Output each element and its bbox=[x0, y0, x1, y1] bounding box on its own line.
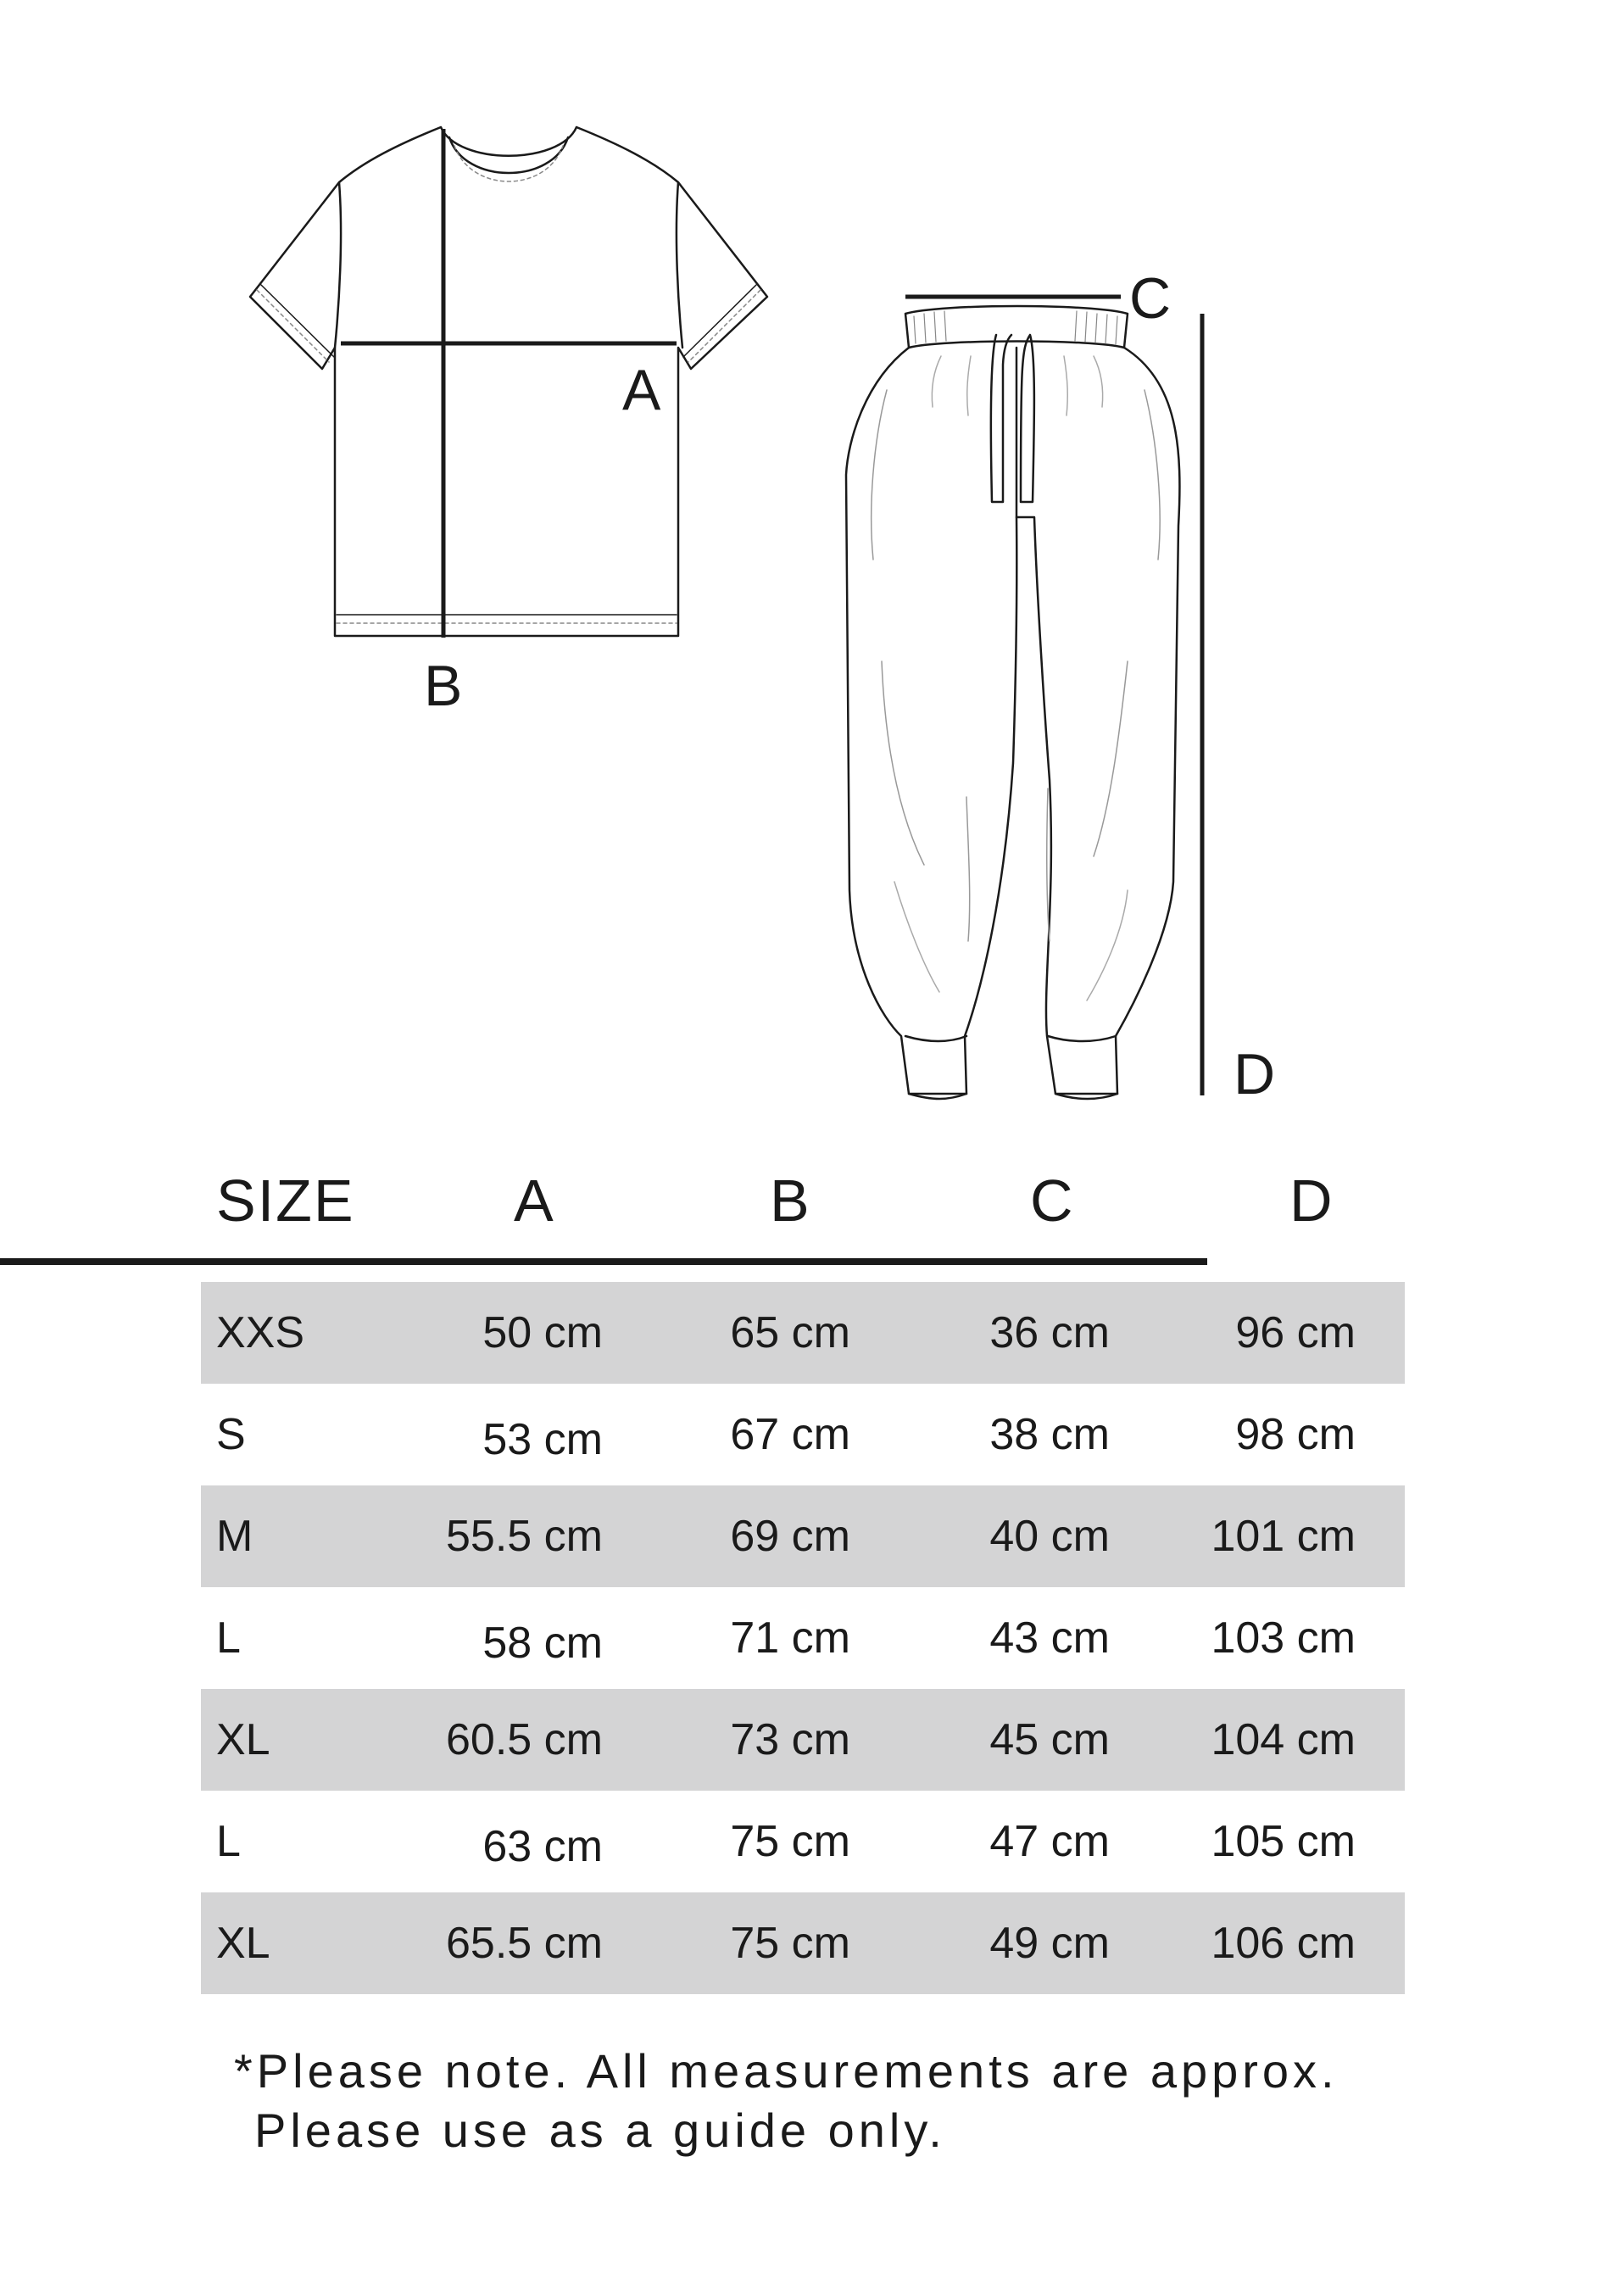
cell-a: 60.5 cm bbox=[446, 1715, 603, 1764]
header-a: A bbox=[514, 1168, 555, 1234]
table-row bbox=[201, 1384, 1405, 1485]
header-c: C bbox=[1030, 1168, 1075, 1234]
cell-size: XXS bbox=[216, 1308, 305, 1357]
cell-a: 50 cm bbox=[482, 1308, 603, 1357]
header-d: D bbox=[1289, 1168, 1334, 1234]
note-line-2: Please use as a guide only. bbox=[254, 2104, 946, 2157]
tshirt-illustration bbox=[250, 127, 767, 636]
cell-a: 55.5 cm bbox=[446, 1512, 603, 1561]
cell-size: L bbox=[216, 1613, 241, 1663]
cell-b: 67 cm bbox=[730, 1410, 850, 1459]
table-row bbox=[201, 1892, 1405, 1994]
cell-size: XL bbox=[216, 1715, 270, 1764]
cell-d: 103 cm bbox=[1211, 1613, 1356, 1663]
table-row bbox=[201, 1587, 1405, 1689]
cell-c: 36 cm bbox=[989, 1308, 1110, 1357]
label-c: C bbox=[1129, 266, 1172, 331]
cell-b: 71 cm bbox=[730, 1613, 850, 1663]
table-row bbox=[201, 1485, 1405, 1587]
header-divider bbox=[0, 1258, 1207, 1265]
cell-b: 73 cm bbox=[730, 1715, 850, 1764]
cell-c: 40 cm bbox=[989, 1512, 1110, 1561]
cell-b: 65 cm bbox=[730, 1308, 850, 1357]
cell-size: XL bbox=[216, 1919, 270, 1968]
cell-d: 101 cm bbox=[1211, 1512, 1356, 1561]
cell-c: 47 cm bbox=[989, 1817, 1110, 1866]
cell-b: 69 cm bbox=[730, 1512, 850, 1561]
table-row bbox=[201, 1791, 1405, 1892]
header-size: SIZE bbox=[216, 1168, 355, 1234]
cell-a: 53 cm bbox=[482, 1415, 603, 1464]
cell-a: 58 cm bbox=[482, 1619, 603, 1668]
label-a: A bbox=[622, 358, 661, 422]
cell-a: 65.5 cm bbox=[446, 1919, 603, 1968]
header-b: B bbox=[770, 1168, 811, 1234]
cell-d: 104 cm bbox=[1211, 1715, 1356, 1764]
cell-c: 45 cm bbox=[989, 1715, 1110, 1764]
cell-c: 49 cm bbox=[989, 1919, 1110, 1968]
cell-size: S bbox=[216, 1410, 246, 1459]
cell-c: 43 cm bbox=[989, 1613, 1110, 1663]
table-row bbox=[201, 1282, 1405, 1384]
note-line-1: *Please note. All measurements are approx. bbox=[234, 2044, 1339, 2098]
cell-size: L bbox=[216, 1817, 241, 1866]
cell-c: 38 cm bbox=[989, 1410, 1110, 1459]
pants-illustration bbox=[846, 306, 1179, 1099]
cell-a: 63 cm bbox=[482, 1822, 603, 1871]
size-table-header bbox=[198, 1153, 1405, 1253]
cell-d: 98 cm bbox=[1235, 1410, 1356, 1459]
cell-d: 105 cm bbox=[1211, 1817, 1356, 1866]
garment-diagram bbox=[0, 0, 1604, 1119]
cell-size: M bbox=[216, 1512, 253, 1561]
header-row bbox=[198, 1153, 1405, 1253]
cell-d: 96 cm bbox=[1235, 1308, 1356, 1357]
cell-b: 75 cm bbox=[730, 1919, 850, 1968]
table-row bbox=[201, 1689, 1405, 1791]
cell-b: 75 cm bbox=[730, 1817, 850, 1866]
size-table-body bbox=[201, 1282, 1405, 1994]
cell-d: 106 cm bbox=[1211, 1919, 1356, 1968]
label-d: D bbox=[1234, 1042, 1276, 1106]
disclaimer-note bbox=[234, 2042, 1339, 2160]
label-b: B bbox=[424, 654, 463, 718]
